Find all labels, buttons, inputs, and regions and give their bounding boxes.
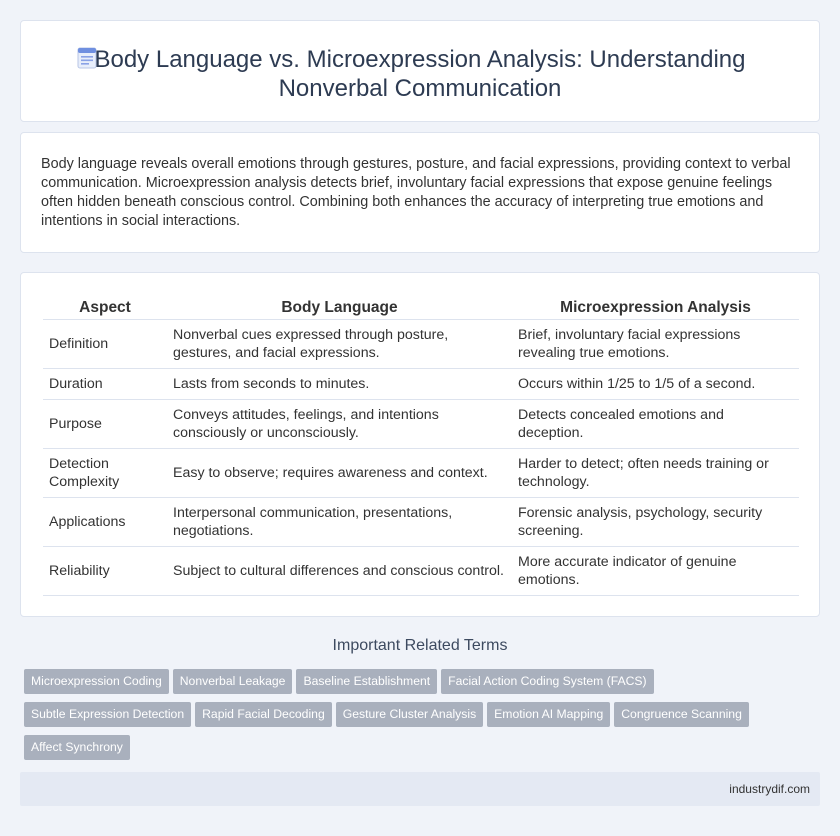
- tag-affect-synchrony[interactable]: Affect Synchrony: [24, 735, 130, 760]
- cell-body-language: Subject to cultural differences and conscious control.: [167, 547, 512, 596]
- intro-card: [20, 132, 820, 253]
- table-row: [43, 498, 799, 547]
- cell-microexpression: Detects concealed emotions and deception.: [512, 400, 799, 449]
- tag-congruence-scanning[interactable]: Congruence Scanning: [614, 702, 749, 727]
- cell-aspect: Purpose: [43, 400, 167, 449]
- tag-gesture-cluster-analysis[interactable]: Gesture Cluster Analysis: [336, 702, 483, 727]
- intro-paragraph: Body language reveals overall emotions through gestures, posture, and facial expressions, providing context to verbal communication. Microexpression analysis detects brief, involuntary facial expressions that expose genuine feelings often hidden beneath conscious control. Combining both enhances the accuracy of interpreting true emotions and intentions in social interactions.: [41, 156, 791, 229]
- cell-microexpression: Brief, involuntary facial expressions revealing true emotions.: [512, 320, 799, 369]
- table-row: [43, 547, 799, 596]
- table-row: [43, 400, 799, 449]
- header-aspect: Aspect: [43, 296, 167, 320]
- cell-body-language: Interpersonal communication, presentations, negotiations.: [167, 498, 512, 547]
- cell-aspect: Reliability: [43, 547, 167, 596]
- tag-subtle-expression-detection[interactable]: Subtle Expression Detection: [24, 702, 191, 727]
- tag-emotion-ai-mapping[interactable]: Emotion AI Mapping: [487, 702, 610, 727]
- tag-facs[interactable]: Facial Action Coding System (FACS): [441, 669, 653, 694]
- page-title-line2: Nonverbal Communication: [278, 75, 562, 102]
- page-title: [21, 45, 819, 103]
- cell-microexpression: More accurate indicator of genuine emotions.: [512, 547, 799, 596]
- footer-site[interactable]: industrydif.com: [729, 782, 810, 796]
- tag-microexpression-coding[interactable]: Microexpression Coding: [24, 669, 169, 694]
- header-body-language: Body Language: [167, 296, 512, 320]
- cell-microexpression: Occurs within 1/25 to 1/5 of a second.: [512, 369, 799, 400]
- table-row: [43, 449, 799, 498]
- cell-body-language: Lasts from seconds to minutes.: [167, 369, 512, 400]
- header-microexpression: Microexpression Analysis: [512, 296, 799, 320]
- table-row: [43, 369, 799, 400]
- cell-body-language: Easy to observe; requires awareness and context.: [167, 449, 512, 498]
- table-row: [43, 320, 799, 369]
- related-terms-title: Important Related Terms: [332, 637, 508, 654]
- cell-body-language: Conveys attitudes, feelings, and intentions consciously or unconsciously.: [167, 400, 512, 449]
- cell-microexpression: Forensic analysis, psychology, security screening.: [512, 498, 799, 547]
- cell-body-language: Nonverbal cues expressed through posture, gestures, and facial expressions.: [167, 320, 512, 369]
- cell-microexpression: Harder to detect; often needs training or technology.: [512, 449, 799, 498]
- comparison-card: [20, 272, 820, 617]
- footer: [20, 772, 820, 806]
- comparison-table: [43, 296, 799, 596]
- cell-aspect: Definition: [43, 320, 167, 369]
- title-card: [20, 20, 820, 122]
- cell-aspect: Applications: [43, 498, 167, 547]
- related-terms-tags: [24, 669, 804, 768]
- table-header-row: [43, 296, 799, 320]
- cell-aspect: Detection Complexity: [43, 449, 167, 498]
- tag-nonverbal-leakage[interactable]: Nonverbal Leakage: [173, 669, 293, 694]
- tag-rapid-facial-decoding[interactable]: Rapid Facial Decoding: [195, 702, 332, 727]
- page-title-line1: Body Language vs. Microexpression Analysis: Understanding: [94, 46, 746, 73]
- tag-baseline-establishment[interactable]: Baseline Establishment: [296, 669, 437, 694]
- cell-aspect: Duration: [43, 369, 167, 400]
